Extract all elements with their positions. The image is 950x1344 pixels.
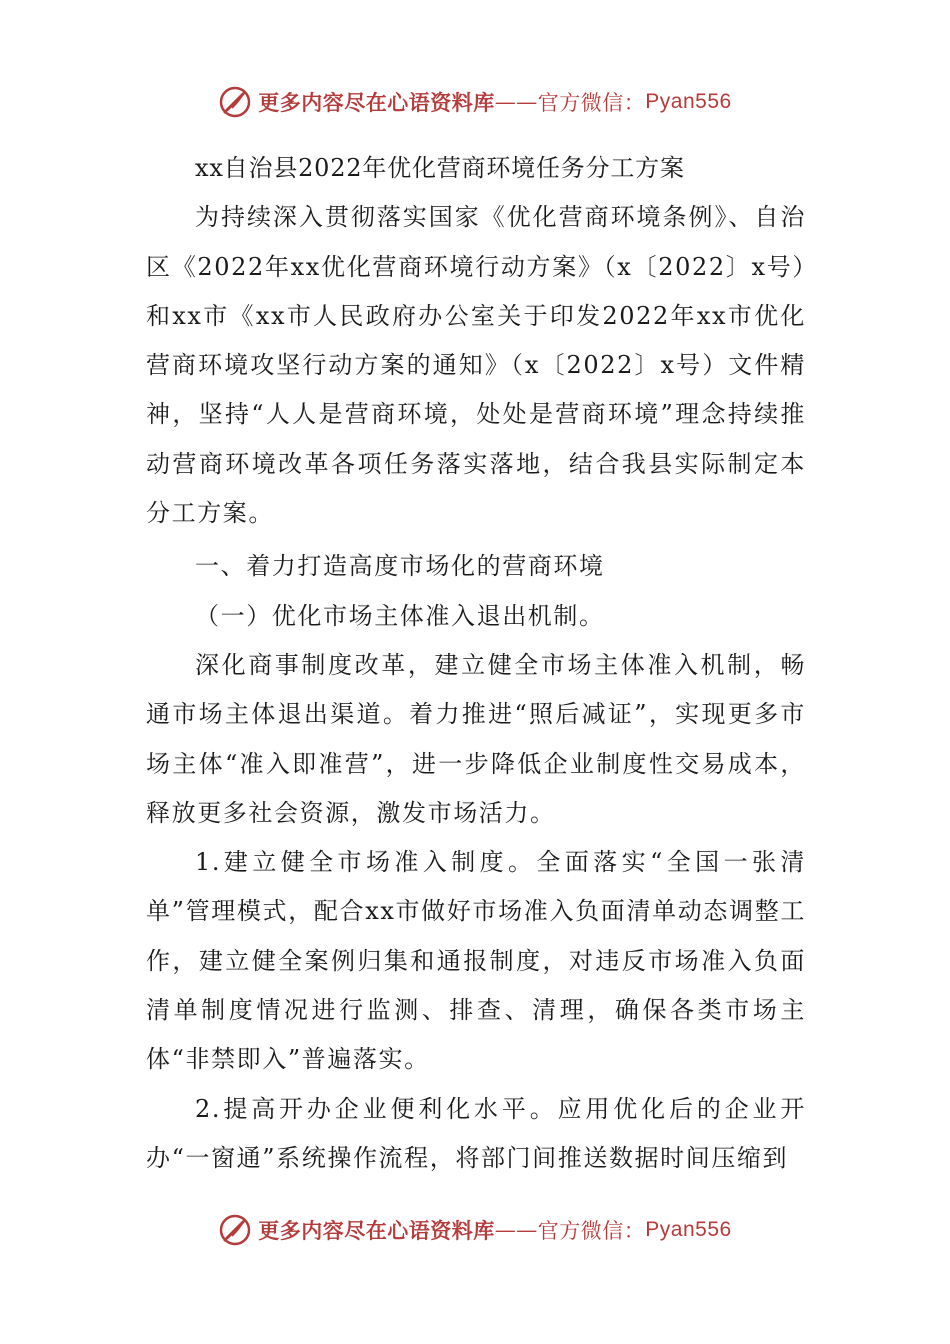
watermark-brand: 更多内容尽在心语资料库 (258, 90, 495, 115)
document-title: xx自治县2022年优化营商环境任务分工方案 (195, 154, 685, 182)
document-body (146, 144, 806, 1183)
footer-watermark (0, 1210, 950, 1250)
watermark-brand: 更多内容尽在心语资料库 (258, 1218, 495, 1243)
item-2-paragraph: 2.提高开办企业便利化水平。应用优化后的企业开办“一窗通”系统操作流程，将部门间推送数据时间压缩到 (146, 1094, 806, 1172)
intro-paragraph: 为持续深入贯彻落实国家《优化营商环境条例》、自治区《2022年xx优化营商环境行动方案》（x〔2022〕x号）和xx市《xx市人民政府办公室关于印发2022年xx市优化营商环境攻坚行动方案的通知》（x〔2022〕x号）文件精神，坚持“人人是营商环境，处处是营商环境”理念持续推动营商环境改革各项任务落实落地，结合我县实际制定本分工方案。 (146, 203, 806, 528)
quill-seal-icon (218, 85, 252, 119)
section-heading: 一、着力打造高度市场化的营商环境 (195, 552, 605, 581)
quill-seal-icon (218, 1213, 252, 1247)
watermark-official-label: 官方微信： (537, 1219, 646, 1243)
watermark-wechat-id: Pyan556 (645, 90, 732, 113)
subsection-paragraph: 深化商事制度改革，建立健全市场主体准入机制，畅通市场主体退出渠道。着力推进“照后减证”，实现更多市场主体“准入即准营”，进一步降低企业制度性交易成本，释放更多社会资源，激发市场活力。 (146, 650, 806, 827)
subsection-heading: （一）优化市场主体准入退出机制。 (195, 601, 605, 630)
watermark-official-label: 官方微信： (537, 91, 646, 115)
item-1-paragraph: 1.建立健全市场准入制度。全面落实“全国一张清单”管理模式，配合xx市做好市场准入负面清单动态调整工作，建立健全案例归集和通报制度，对违反市场准入负面清单制度情况进行监测、排查、清理，确保各类市场主体“非禁即入”普遍落实。 (146, 848, 806, 1074)
watermark-separator: —— (494, 90, 538, 114)
watermark-wechat-id: Pyan556 (645, 1218, 732, 1241)
header-watermark (0, 82, 950, 122)
watermark-separator: —— (494, 1218, 538, 1242)
